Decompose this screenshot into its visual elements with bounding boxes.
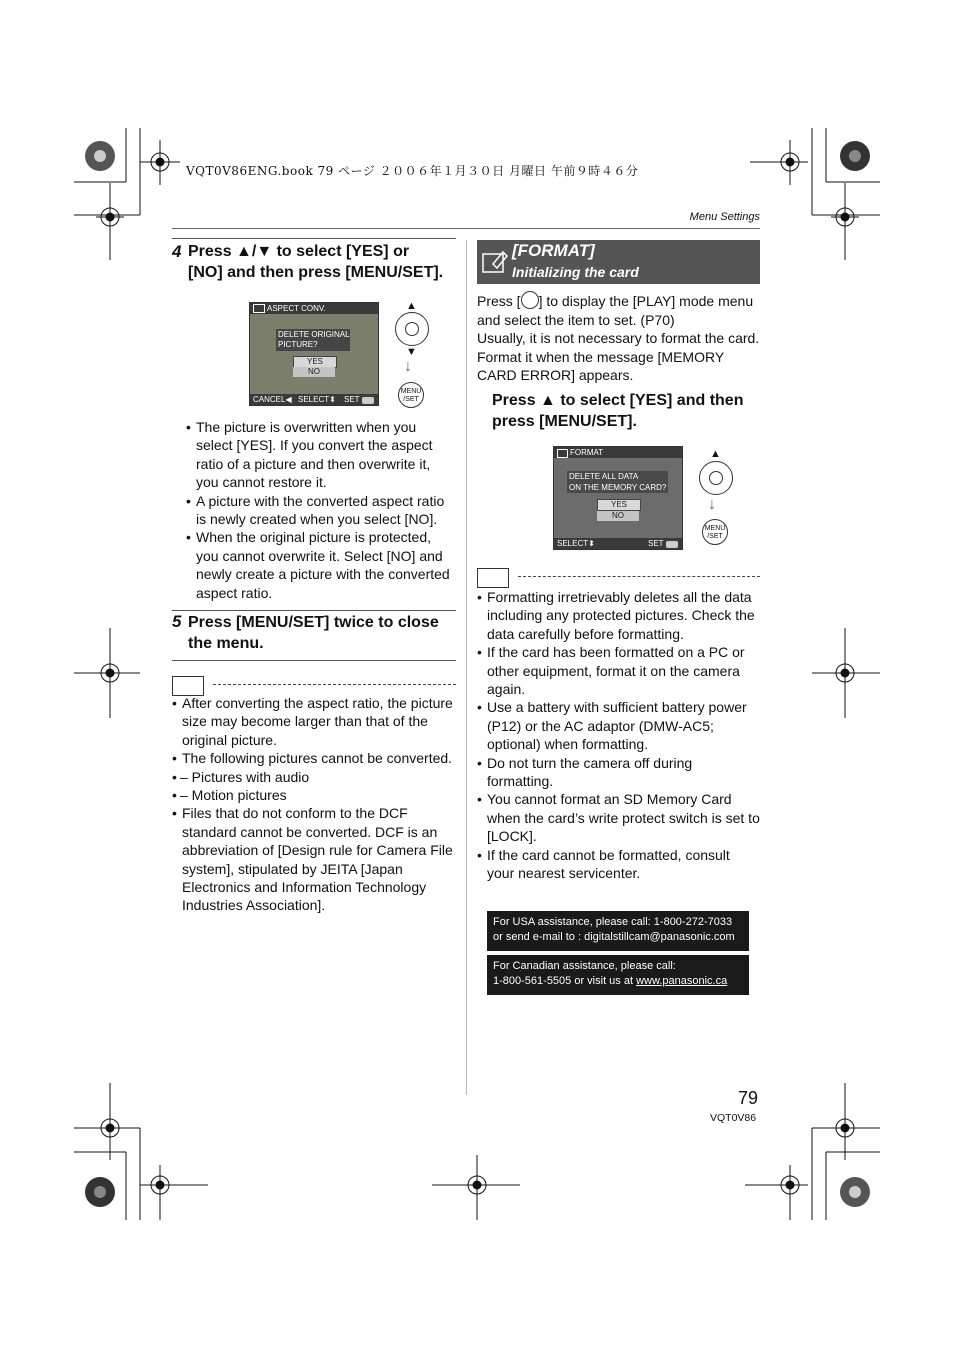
canada-assistance-text: 1-800-561-5505 or visit us at: [493, 975, 637, 987]
flow-arrow-icon: ↓: [708, 496, 716, 513]
note-icon: [172, 676, 204, 696]
menu-set-mini-icon: [666, 541, 678, 548]
menu-set-mini-icon: [362, 397, 374, 404]
column-divider: [466, 240, 467, 1095]
format-intro-post: ] to display the [PLAY] mode menu and select the item to set. (P70): [477, 293, 754, 328]
screen1-cancel: CANCEL◀: [253, 395, 292, 404]
format-step-heading: [492, 390, 762, 432]
step5-number: 5: [172, 612, 182, 631]
format-header: [477, 240, 760, 284]
step5-rule-top: [172, 610, 456, 611]
menu-set-label-2: /SET: [707, 533, 723, 540]
menu-set-button-icon[interactable]: [702, 519, 728, 545]
step4-bullet: • When the original picture is protected, you cannot overwrite it. Select [NO] and newly create a picture with the converted aspect ratio.: [186, 528, 454, 602]
step4-bullets: [186, 418, 454, 602]
usa-assistance-line2: or send e-mail to : digitalstillcam@panasonic.com: [493, 931, 735, 943]
format-intro-rest: Usually, it is not necessary to format the card. Format it when the message [MEMORY CARD ERROR] appears.: [477, 330, 760, 384]
note-subitem: [172, 786, 456, 804]
screen2-title: FORMAT: [570, 448, 604, 457]
menu-set-label-1: MENU: [400, 388, 422, 395]
flow-arrow-icon: ↓: [404, 358, 412, 375]
menu-set-label-2: /SET: [403, 396, 419, 403]
screen2-prompt-line1: DELETE ALL DATA: [569, 472, 639, 481]
note-item: • Files that do not conform to the DCF standard cannot be converted. DCF is an abbreviation of [Design rule for Camera File system], stipulated by JEITA [Japan Electronics and Information Technology Industries Association].: [172, 804, 456, 914]
note-item: • Use a battery with sufficient battery power (P12) or the AC adaptor (DMW-AC5; optional) when formatting.: [477, 698, 760, 753]
top-rule: [172, 228, 760, 229]
right-notes: [477, 588, 760, 883]
panasonic-ca-link[interactable]: www.panasonic.ca: [636, 975, 728, 987]
format-icon: [481, 248, 509, 276]
step4-heading: [188, 241, 463, 283]
canada-assistance-line1: For Canadian assistance, please call:: [493, 960, 676, 972]
screen2-select: SELECT⬍: [557, 539, 595, 548]
note-subitem: [172, 768, 456, 786]
note-icon: [477, 568, 509, 588]
format-title: [FORMAT]: [512, 241, 595, 260]
cursor-button-icon[interactable]: [395, 312, 429, 346]
document-code: VQT0V86: [710, 1112, 757, 1124]
usa-assistance-box: [487, 911, 749, 951]
step4-rule: [172, 238, 456, 239]
note-item: • If the card cannot be formatted, consult your nearest servicenter.: [477, 846, 760, 883]
note-subitem-text: – Pictures with audio: [180, 768, 310, 785]
note-item: • Do not turn the camera off during formatting.: [477, 754, 760, 791]
format-step-line1: Press ▲ to select [YES] and then: [492, 392, 744, 409]
step5-heading: [188, 612, 463, 654]
screen1-set: SET: [344, 395, 360, 404]
format-subtitle: Initializing the card: [512, 264, 639, 280]
canada-assistance-line2: [493, 974, 743, 989]
note-subitem-text: – Motion pictures: [180, 787, 287, 804]
format-intro-pre: Press [: [477, 293, 521, 309]
note-divider: [518, 576, 760, 577]
aspect-conv-screen: [249, 302, 379, 406]
step4-bullet: • A picture with the converted aspect ratio is newly created when you select [NO].: [186, 492, 454, 529]
menu-set-label-1: MENU: [704, 525, 726, 532]
step4-line1: Press ▲/▼ to select [YES] or: [188, 243, 410, 260]
step4-bullet: • The picture is overwritten when you select [YES]. If you convert the aspect ratio of a picture and then overwrite it, you cannot restore it.: [186, 418, 454, 492]
screen1-select: SELECT⬍: [298, 395, 336, 404]
print-info: VQT0V86ENG.book 79 ページ ２００６年１月３０日 月曜日 午前９時４６分: [186, 164, 639, 178]
step4-number: 4: [172, 242, 182, 261]
aspect-conv-icon: [253, 304, 265, 313]
format-step-line2: press [MENU/SET].: [492, 413, 637, 430]
screen2-no-option[interactable]: NO: [597, 511, 639, 521]
note-divider: [213, 684, 456, 685]
note-item: • The following pictures cannot be converted.: [172, 749, 456, 767]
step5-line1: Press [MENU/SET] twice to close: [188, 614, 439, 631]
note-item: • After converting the aspect ratio, the picture size may become larger than that of the original picture.: [172, 694, 456, 749]
menu-set-inline-icon: [521, 291, 539, 309]
up-arrow-icon: ▲: [710, 448, 721, 460]
up-arrow-icon: ▲: [406, 300, 417, 312]
note-item: • If the card has been formatted on a PC or other equipment, format it on the camera again.: [477, 643, 760, 698]
screen1-prompt-line2: PICTURE?: [278, 340, 318, 349]
format-mini-icon: [557, 449, 568, 458]
step5-rule-bottom: [172, 660, 456, 661]
note-item: • You cannot format an SD Memory Card when the card’s write protect switch is set to [LOCK].: [477, 790, 760, 845]
screen2-prompt-line2: ON THE MEMORY CARD?: [569, 483, 667, 492]
down-arrow-icon: ▼: [406, 346, 417, 358]
step4-line2: [NO] and then press [MENU/SET].: [188, 264, 444, 281]
note-item: • Formatting irretrievably deletes all the data including any protected pictures. Check the data carefully before formatting.: [477, 588, 760, 643]
section-label: Menu Settings: [689, 211, 760, 223]
screen1-title: ASPECT CONV.: [267, 304, 326, 313]
screen2-yes-option[interactable]: YES: [597, 499, 641, 511]
cursor-button-icon[interactable]: [699, 461, 733, 495]
screen1-prompt-line1: DELETE ORIGINAL: [278, 330, 350, 339]
format-screen: [553, 446, 683, 550]
canada-assistance-box: [487, 955, 749, 995]
left-notes: [172, 694, 456, 915]
screen1-yes-option[interactable]: YES: [293, 356, 337, 368]
format-intro: [477, 291, 760, 385]
usa-assistance-line1: For USA assistance, please call: 1-800-272-7033: [493, 916, 733, 928]
screen2-set: SET: [648, 539, 664, 548]
page-number: 79: [738, 1088, 759, 1108]
step5-line2: the menu.: [188, 635, 264, 652]
menu-set-button-icon[interactable]: [398, 382, 424, 408]
screen1-no-option[interactable]: NO: [293, 367, 335, 377]
